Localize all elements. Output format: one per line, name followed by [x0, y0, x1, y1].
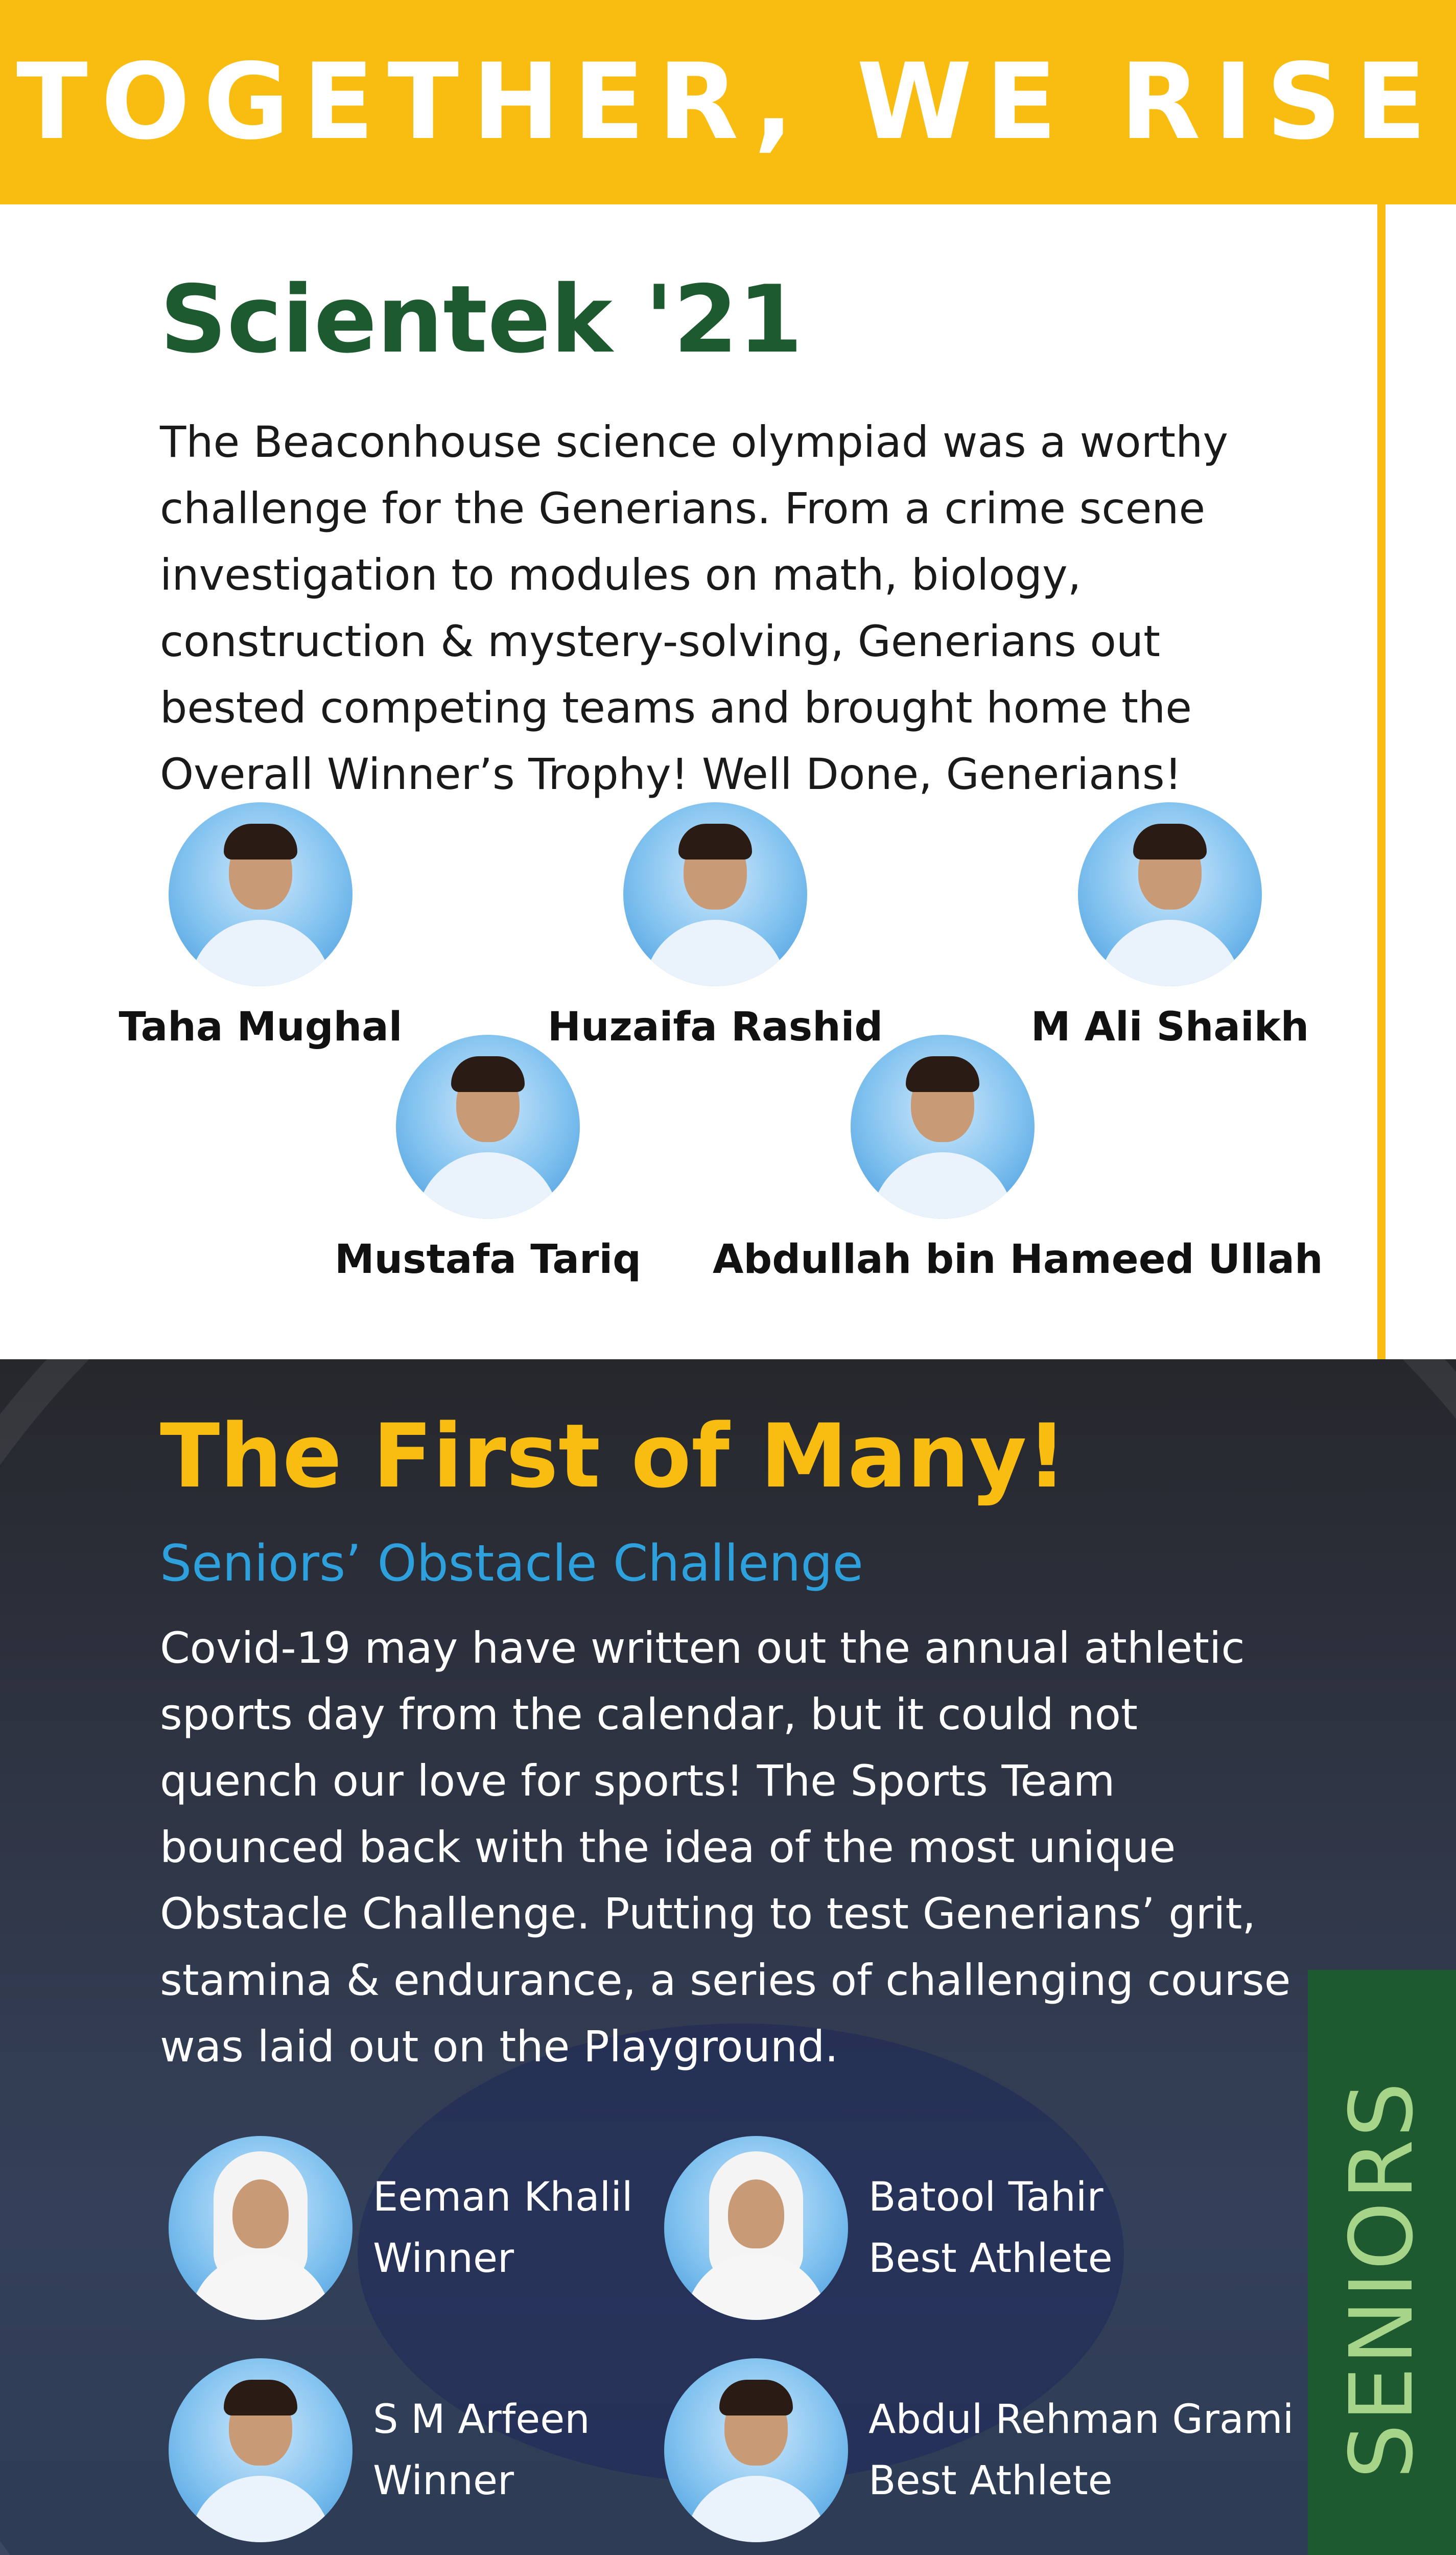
member-photo [169, 802, 353, 986]
obstacle-title: The First of Many! [160, 1405, 1067, 1507]
winner-photo [664, 2136, 848, 2320]
scientek-body: The Beaconhouse science olympiad was a worthy challenge for the Generians. From a crime scene investigation to modules on math, biology, construction & mystery-solving, Generians out bested competing teams and brought home the Overall Winner’s Trophy! Well Done, Generians! [160, 417, 1229, 799]
winner-text [373, 2389, 590, 2512]
obstacle-section [0, 1359, 1456, 2555]
winner-award: Winner [373, 2458, 514, 2504]
winner-award: Best Athlete [868, 2236, 1113, 2282]
member-photo [396, 1035, 580, 1219]
winner-card [664, 2136, 1277, 2320]
obstacle-body: Covid-19 may have written out the annual athletic sports day from the calendar, but it could not quench our love for sports! The Sports Team bounced back with the idea of the most unique Obstacle Challenge. Putting to test Generians’ grit, stamina & endurance, a series of challenging course was laid out on the Playground. [160, 1623, 1291, 2072]
member-name: Huzaifa Rashid [547, 1004, 883, 1050]
winner-name: Eeman Khalil [373, 2174, 633, 2220]
winner-award: Winner [373, 2236, 514, 2282]
winner-card [664, 2358, 1294, 2542]
obstacle-subtitle: Seniors’ Obstacle Challenge [160, 1535, 863, 1593]
winner-photo [169, 2358, 353, 2542]
scientek-section [0, 204, 1379, 1359]
member-photo [623, 802, 807, 986]
team-member [31, 802, 490, 1053]
member-photo [1078, 802, 1262, 986]
team-member [713, 1035, 1323, 1285]
team-member [258, 1035, 718, 1285]
header-banner [0, 0, 1456, 204]
winner-name: Batool Tahir [868, 2174, 1103, 2220]
team-member [940, 802, 1400, 1053]
winner-name: Abdul Rehman Grami [868, 2397, 1294, 2443]
seniors-label: SENIORS [1331, 2080, 1432, 2479]
scientek-title: Scientek '21 [160, 265, 803, 374]
member-photo [851, 1035, 1035, 1219]
winner-name: S M Arfeen [373, 2397, 590, 2443]
team-member [485, 802, 945, 1053]
banner-title: TOGETHER, WE RISE [16, 41, 1440, 163]
member-name: Abdullah bin Hameed Ullah [713, 1237, 1323, 1283]
winner-award: Best Athlete [868, 2458, 1113, 2504]
member-name: M Ali Shaikh [1030, 1004, 1309, 1050]
winner-text [373, 2167, 633, 2289]
member-name: Taha Mughal [119, 1004, 403, 1050]
winner-photo [664, 2358, 848, 2542]
member-name: Mustafa Tariq [334, 1237, 642, 1283]
winner-text [868, 2389, 1294, 2512]
winner-photo [169, 2136, 353, 2320]
winner-text [868, 2167, 1113, 2289]
